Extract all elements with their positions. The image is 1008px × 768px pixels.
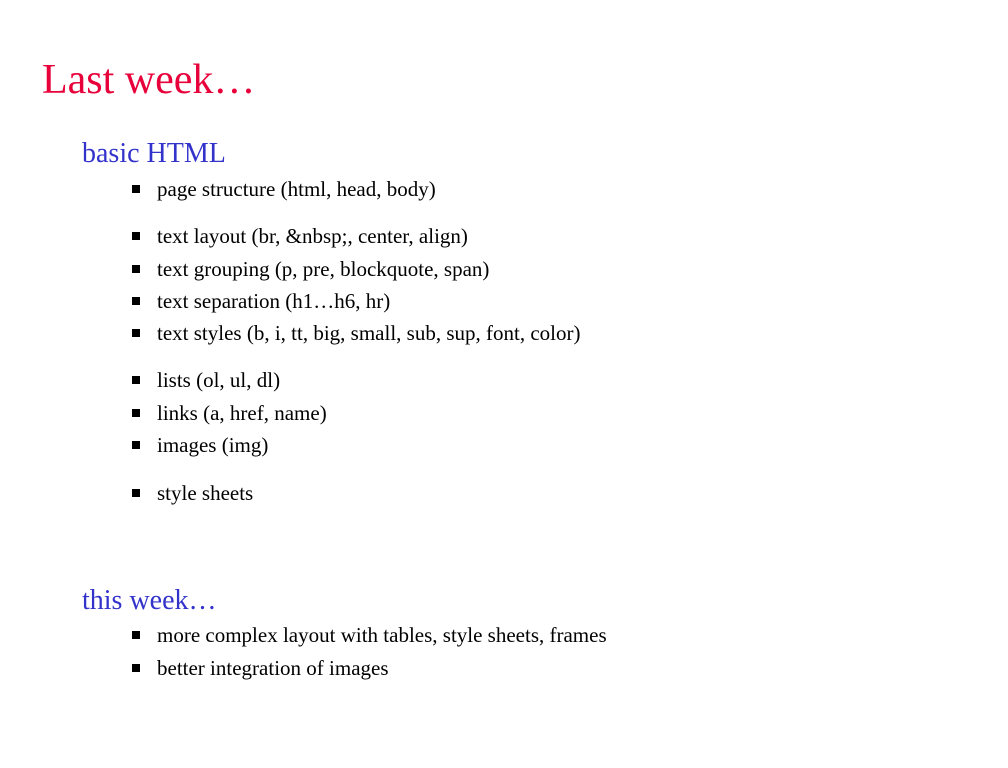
bullet-icon bbox=[132, 265, 140, 273]
bullet-icon bbox=[132, 441, 140, 449]
list-item bbox=[132, 431, 268, 459]
bullet-icon bbox=[132, 409, 140, 417]
bullet-icon bbox=[132, 376, 140, 384]
list-item-text: page structure (html, head, body) bbox=[157, 177, 436, 201]
list-item bbox=[132, 366, 280, 394]
list-item-text: lists (ol, ul, dl) bbox=[157, 368, 281, 392]
bullet-icon bbox=[132, 232, 140, 240]
list-item bbox=[132, 222, 468, 250]
bullet-icon bbox=[132, 185, 140, 193]
list-item-text: images (img) bbox=[157, 433, 269, 457]
list-item-text: text separation (h1…h6, hr) bbox=[157, 289, 391, 313]
bullet-icon bbox=[132, 489, 140, 497]
bullet-icon bbox=[132, 329, 140, 337]
bullet-icon bbox=[132, 631, 140, 639]
list-item-text: more complex layout with tables, style sheets, frames bbox=[157, 623, 607, 647]
list-item bbox=[132, 287, 390, 315]
list-item-text: better integration of images bbox=[157, 656, 389, 680]
list-item bbox=[132, 175, 436, 203]
bullet-icon bbox=[132, 664, 140, 672]
section-heading-this-week: this week… bbox=[82, 585, 217, 616]
list-item-text: text layout (br, &nbsp;, center, align) bbox=[157, 224, 468, 248]
bullet-icon bbox=[132, 297, 140, 305]
slide-title: Last week… bbox=[42, 57, 256, 103]
list-item-text: text styles (b, i, tt, big, small, sub, sup, font, color) bbox=[157, 321, 581, 345]
list-item bbox=[132, 255, 489, 283]
list-item-text: text grouping (p, pre, blockquote, span) bbox=[157, 257, 490, 281]
list-item-text: style sheets bbox=[157, 481, 254, 505]
list-item bbox=[132, 319, 580, 347]
list-item-text: links (a, href, name) bbox=[157, 401, 327, 425]
section-heading-basic-html: basic HTML bbox=[82, 138, 226, 169]
list-item bbox=[132, 621, 607, 649]
list-item bbox=[132, 399, 327, 427]
list-item bbox=[132, 479, 253, 507]
list-item bbox=[132, 654, 389, 682]
